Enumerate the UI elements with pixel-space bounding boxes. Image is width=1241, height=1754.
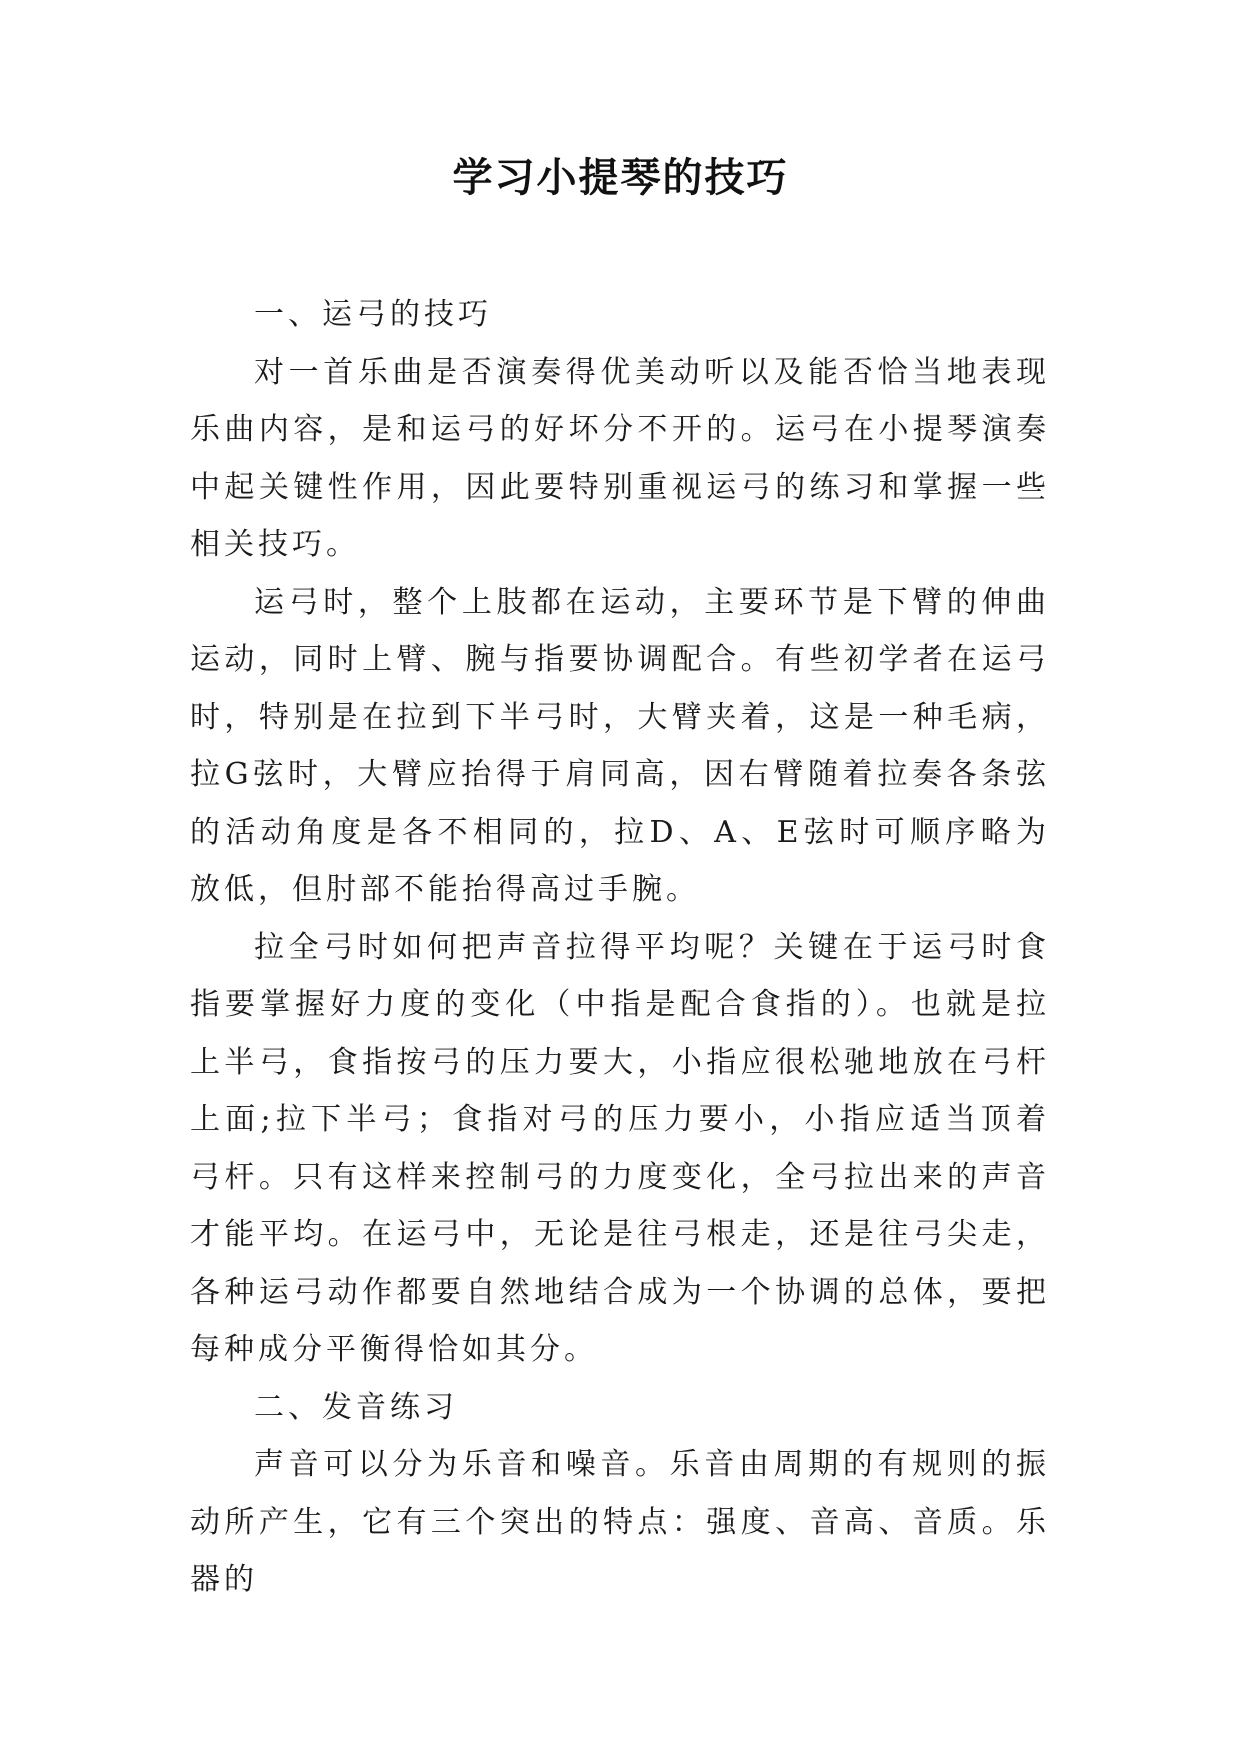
- section-heading-tone: 二、发音练习: [254, 1389, 458, 1425]
- document-title: 学习小提琴的技巧: [452, 155, 789, 201]
- paragraph-tone-intro: 声音可以分为乐音和噪音。乐音由周期的有规则的振动所产生，它有三个突出的特点：强度、音高、音质。乐器的: [190, 1447, 1050, 1597]
- section-heading-bowing: 一、运弓的技巧: [254, 297, 492, 332]
- paragraph-bowing-intro: 对一首乐曲是否演奏得优美动听以及能否恰当地表现乐曲内容，是和运弓的好坏分不开的。运弓在小提琴演奏中起关键性作用，因此要特别重视运弓的练习和掌握一些相关技巧。: [190, 354, 1050, 562]
- document-body: [190, 286, 1050, 1609]
- paragraph-bowing-fullbow: 拉全弓时如何把声音拉得平均呢？关键在于运弓时食指要掌握好力度的变化（中指是配合食指的）。也就是拉上半弓，食指按弓的压力要大，小指应很松驰地放在弓杆上面;拉下半弓；食指对弓的压力要小，小指应适当顶着弓杆。只有这样来控制弓的力度变化，全弓拉出来的声音才能平均。在运弓中，无论是往弓根走，还是往弓尖走，各种运弓动作都要自然地结合成为一个协调的总体，要把每种成分平衡得恰如其分。: [190, 929, 1050, 1367]
- paragraph-bowing-arm: 运弓时，整个上肢都在运动，主要环节是下臂的伸曲运动，同时上臂、腕与指要协调配合。有些初学者在运弓时，特别是在拉到下半弓时，大臂夹着，这是一种毛病，拉G弦时，大臂应抬得于肩同高，因右臂随着拉奏各条弦的活动角度是各不相同的，拉D、A、E弦时可顺序略为放低，但肘部不能抬得高过手腕。: [190, 584, 1050, 907]
